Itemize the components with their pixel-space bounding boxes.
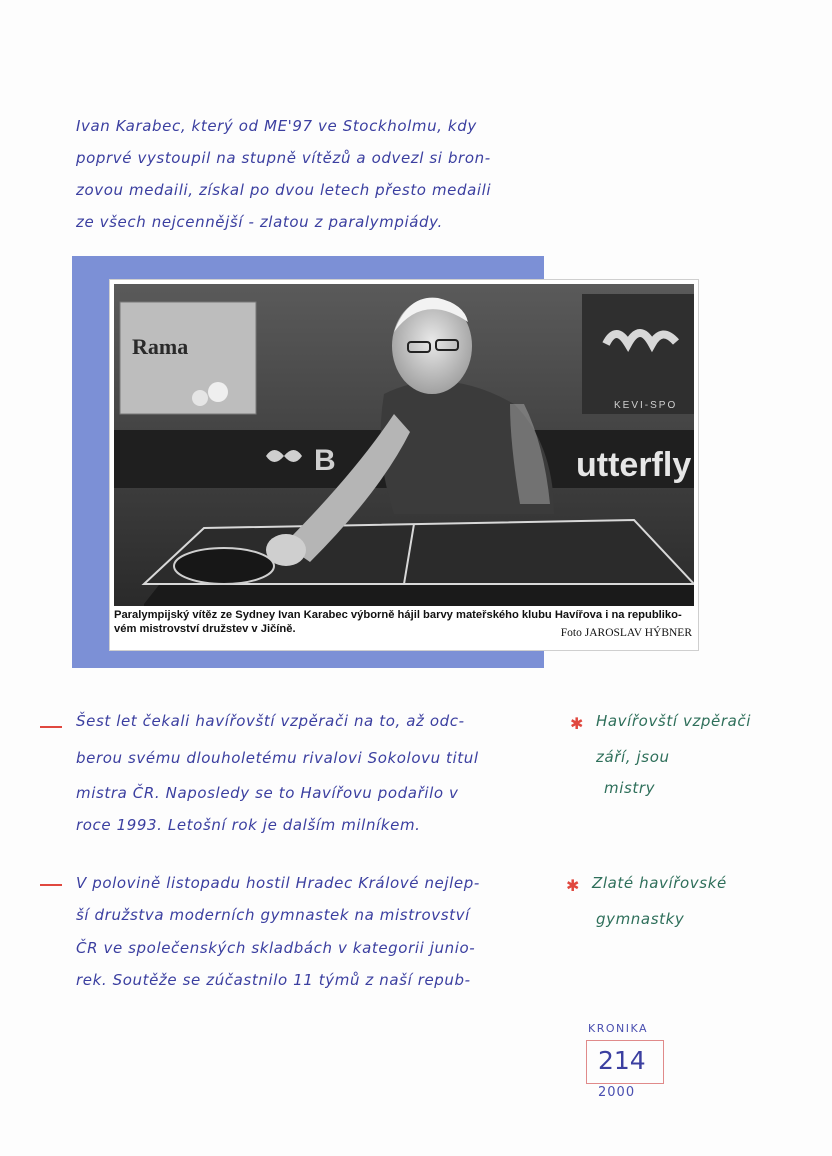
side-note-1-line-1: Havířovští vzpěrači: [596, 712, 752, 730]
red-dash-bullet: [40, 884, 62, 886]
p2-line-3: mistra ČR. Naposledy se to Havířovu podařilo v: [76, 784, 459, 802]
page-number: 214: [598, 1046, 646, 1075]
red-asterisk-marker: ✱: [566, 876, 580, 895]
intro-line-3: zovou medaili, získal po dvou letech přesto medaili: [76, 181, 492, 199]
butterfly-logo-text: utterfly: [576, 446, 692, 484]
rama-logo-text: Rama: [132, 334, 189, 359]
p2-line-4: roce 1993. Letošní rok je dalším milníkem.: [76, 816, 421, 834]
side-note-2-line-2: gymnastky: [596, 910, 685, 928]
p3-line-3: ČR ve společenských skladbách v kategorii junio-: [76, 939, 476, 957]
photo-caption-line-1: Paralympijský vítěz ze Sydney Ivan Karabec výborně hájil barvy mateřského klubu Havířova i na republiko-: [114, 609, 682, 621]
red-dash-bullet: [40, 726, 62, 728]
table-tennis-photo-illustration: [114, 284, 694, 606]
intro-line-4: ze všech nejcennější - zlatou z paralympiády.: [76, 213, 443, 231]
intro-line-1: Ivan Karabec, který od ME'97 ve Stockholmu, kdy: [76, 117, 477, 135]
table-tennis-photo: [114, 284, 694, 606]
newspaper-clipping: [110, 280, 698, 650]
p2-line-1: Šest let čekali havířovští vzpěrači na to, až odc-: [76, 712, 465, 730]
photo-caption-line-2: vém mistrovství družstev v Jičíně.: [114, 623, 296, 635]
photo-credit: Foto JAROSLAV HÝBNER: [560, 627, 692, 639]
butterfly-left-logo-text: B: [314, 444, 336, 477]
kevi-sport-logo-text: KEVI-SPO: [614, 400, 678, 411]
p3-line-1: V polovině listopadu hostil Hradec Králové nejlep-: [76, 874, 480, 892]
side-note-1-line-2: září, jsou: [596, 748, 670, 766]
p3-line-2: ší družstva moderních gymnastek na mistrovství: [76, 906, 470, 924]
intro-line-2: poprvé vystoupil na stupně vítězů a odvezl si bron-: [76, 149, 491, 167]
side-note-2-line-1: Zlaté havířovské: [592, 874, 727, 892]
p2-line-2: berou svému dlouholetému rivalovi Sokolovu titul: [76, 749, 479, 767]
chronicle-label: KRONIKA: [588, 1022, 649, 1035]
red-asterisk-marker: ✱: [570, 714, 584, 733]
p3-line-4: rek. Soutěže se zúčastnilo 11 týmů z naší repub-: [76, 971, 471, 989]
chronicle-year: 2000: [598, 1085, 636, 1100]
side-note-1-line-3: mistry: [604, 779, 656, 797]
